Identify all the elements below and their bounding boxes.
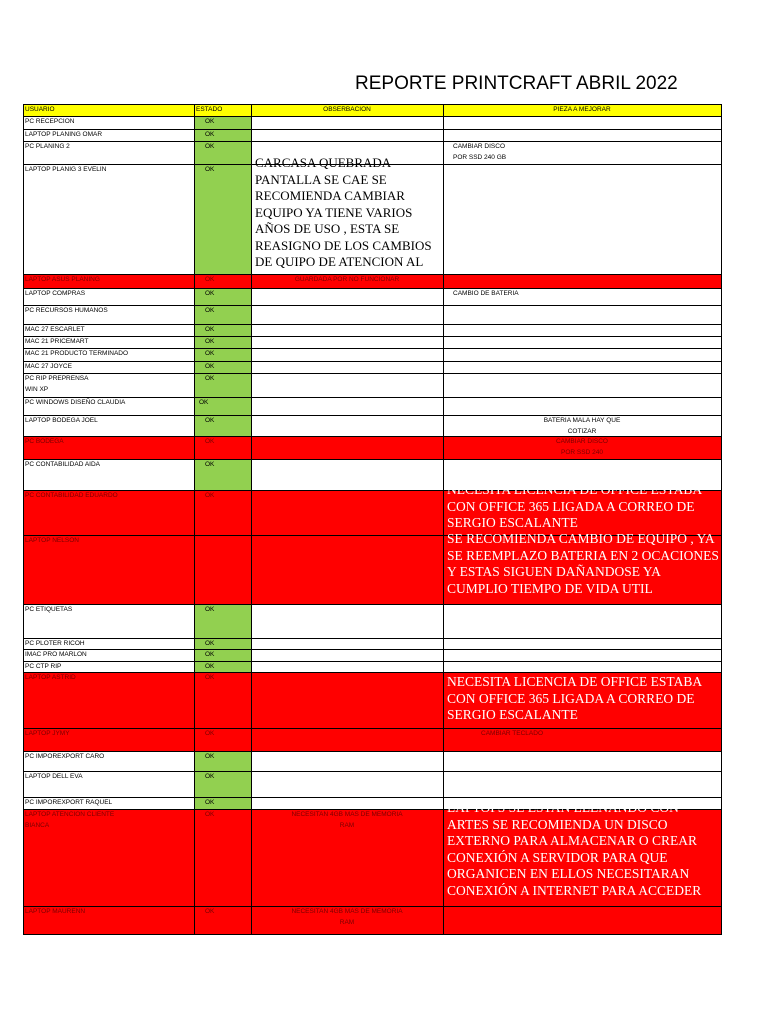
status-badge: OK xyxy=(205,290,215,297)
status-badge: OK xyxy=(205,166,215,173)
row-usuario: LAPTOP PLANING OMAR xyxy=(25,131,103,138)
row-usuario: PC IMPOREXPORT CARO xyxy=(25,753,105,760)
status-badge: OK xyxy=(205,773,215,780)
status-badge: OK xyxy=(205,674,215,681)
row-usuario: PC PLOTER RICOH xyxy=(25,640,85,647)
table-cell-observacion xyxy=(251,535,444,605)
status-badge: OK xyxy=(205,461,215,468)
status-badge: OK xyxy=(205,326,215,333)
table-cell-observacion xyxy=(251,672,444,729)
row-usuario: PC PLANING 2 xyxy=(25,143,70,150)
row-usuario: IMAC PRO MARLON xyxy=(25,651,87,658)
table-cell-observacion xyxy=(251,305,444,325)
row-usuario: LAPTOP MAURENN xyxy=(25,908,86,915)
row-pieza: NECESITA LICENCIA DE OFFICE ESTABA CON OFFICE 365 LIGADA A CORREO DE SERGIO ESCALANTE xyxy=(447,674,702,722)
header-observacion: OBSERBACION xyxy=(323,106,371,113)
row-observacion: CARCASA QUEBRADA PANTALLA SE CAE SE RECOMIENDA CAMBIAR EQUIPO YA TIENE VARIOS AÑOS DE USO , ESTA SE REASIGNO DE LOS CAMBIOS DE QUIPO DE ATENCION AL xyxy=(255,155,432,269)
table-cell-pieza xyxy=(443,305,722,325)
header-usuario: USUARIO xyxy=(25,106,55,113)
table-cell-pieza xyxy=(443,373,722,398)
row-usuario: PC RECURSOS HUMANOS xyxy=(25,307,108,314)
row-usuario: PC RIP PREPRENSA WIN XP xyxy=(25,375,89,393)
status-badge: OK xyxy=(205,363,215,370)
table-cell-pieza xyxy=(443,274,722,289)
table-cell-observacion xyxy=(251,728,444,752)
report-title: REPORTE PRINTCRAFT ABRIL 2022 xyxy=(355,73,678,94)
row-usuario: LAPTOP PLANIG 3 EVELIN xyxy=(25,166,107,173)
row-usuario: PC ETIQUETAS xyxy=(25,606,73,613)
table-cell-observacion xyxy=(251,604,444,639)
status-badge: OK xyxy=(199,399,209,406)
status-badge: OK xyxy=(205,118,215,125)
status-badge: OK xyxy=(205,492,215,499)
row-pieza: CAMBIAR TECLADO xyxy=(481,730,544,737)
status-badge: OK xyxy=(205,799,215,806)
row-pieza: BATERIA MALA HAY QUE COTIZAR xyxy=(543,417,621,435)
row-observacion: GUARDADA POR NO FUNCIONAR xyxy=(294,276,400,283)
table-cell-observacion xyxy=(251,348,444,362)
row-usuario: LAPTOP JYMY xyxy=(25,730,70,737)
row-observacion: NECESITAN 4GB MAS DE MEMORIA RAM xyxy=(291,908,403,926)
status-badge: OK xyxy=(205,663,215,670)
row-pieza: CAMBIAR DISCO POR SSD 240 xyxy=(555,438,608,456)
status-badge: OK xyxy=(205,375,215,382)
status-badge: OK xyxy=(205,131,215,138)
row-usuario: PC RECEPCION xyxy=(25,118,75,125)
row-usuario: MAC 27 JOYCE xyxy=(25,363,72,370)
row-usuario: LAPTOP ATENCION CLIENTE BIANCA xyxy=(25,811,115,829)
table-cell-observacion xyxy=(251,116,444,130)
row-pieza: LAPTOPS SE ESTAN LLENANDO CON ARTES SE RECOMIENDA UN DISCO EXTERNO PARA ALMACENAR O CREAR CONEXIÓN A SERVIDOR PARA QUE ORGANICEN EN ELLOS NECESITARAN CONEXIÓN A INTERNET PARA ACCEDER xyxy=(447,800,702,898)
table-cell-observacion xyxy=(251,459,444,491)
row-observacion: NECESITAN 4GB MAS DE MEMORIA RAM xyxy=(291,811,403,829)
table-cell-pieza xyxy=(443,116,722,130)
row-pieza: CAMBIO DE BATERIA xyxy=(453,290,519,297)
row-pieza: SE RECOMIENDA CAMBIO DE EQUIPO , YA SE REEMPLAZO BATERIA EN 2 OCACIONES Y ESTAS SIGUEN DAÑANDOSE YA CUMPLIO TIEMPO DE VIDA UTIL xyxy=(447,531,719,596)
table-cell-observacion xyxy=(251,373,444,398)
status-badge: OK xyxy=(205,753,215,760)
table-cell-observacion xyxy=(251,751,444,772)
row-usuario: PC BODEGA xyxy=(25,438,64,445)
status-badge: OK xyxy=(205,350,215,357)
row-pieza: CAMBIAR DISCO POR SSD 240 GB xyxy=(453,143,507,161)
row-usuario: PC CTP RIP xyxy=(25,663,62,670)
row-usuario: MAC 21 PRICEMART xyxy=(25,338,89,345)
table-cell-pieza xyxy=(443,751,722,772)
table-cell-pieza xyxy=(443,348,722,362)
row-usuario: PC CONTABILIDAD EDUARDO xyxy=(25,492,118,499)
status-badge: OK xyxy=(205,276,215,283)
row-pieza: NECESITA LICENCIA DE OFFICE ESTABA CON OFFICE 365 LIGADA A CORREO DE SERGIO ESCALANTE xyxy=(447,482,702,530)
report-table xyxy=(23,104,721,934)
table-cell-observacion xyxy=(251,436,444,460)
row-usuario: MAC 27 ESCARLET xyxy=(25,326,85,333)
table-cell-observacion xyxy=(251,397,444,416)
status-badge: OK xyxy=(205,307,215,314)
table-cell-estado xyxy=(194,535,252,605)
row-usuario: PC CONTABILIDAD AIDA xyxy=(25,461,101,468)
status-badge: OK xyxy=(205,640,215,647)
header-pieza: PIEZA A MEJORAR xyxy=(553,106,611,113)
table-cell-observacion xyxy=(251,288,444,306)
table-cell-pieza xyxy=(443,771,722,798)
row-usuario: PC WINDOWS DISEÑO CLAUDIA xyxy=(25,399,126,406)
table-cell-observacion xyxy=(251,490,444,536)
status-badge: OK xyxy=(205,811,215,818)
row-usuario: LAPTOP BODEGA JOEL xyxy=(25,417,98,424)
status-badge: OK xyxy=(205,417,215,424)
status-badge: OK xyxy=(205,143,215,150)
row-usuario: LAPTOP ASUS PLANING xyxy=(25,276,100,283)
table-cell-observacion xyxy=(251,415,444,437)
row-usuario: LAPTOP DELL EVA xyxy=(25,773,83,780)
status-badge: OK xyxy=(205,730,215,737)
table-cell-pieza xyxy=(443,604,722,639)
row-usuario: LAPTOP NELSON xyxy=(25,537,79,544)
row-usuario: LAPTOP ASTRID xyxy=(25,674,76,681)
table-cell-pieza xyxy=(443,906,722,935)
header-estado: ESTADO xyxy=(196,106,223,113)
row-usuario: LAPTOP COMPRAS xyxy=(25,290,86,297)
status-badge: OK xyxy=(205,606,215,613)
table-cell-observacion xyxy=(251,771,444,798)
status-badge: OK xyxy=(205,438,215,445)
status-badge: OK xyxy=(205,908,215,915)
table-cell-pieza xyxy=(443,397,722,416)
row-usuario: PC IMPOREXPORT RAQUEL xyxy=(25,799,113,806)
status-badge: OK xyxy=(205,338,215,345)
row-usuario: MAC 21 PRODUCTO TERMINADO xyxy=(25,350,129,357)
status-badge: OK xyxy=(205,651,215,658)
table-cell-pieza xyxy=(443,164,722,275)
